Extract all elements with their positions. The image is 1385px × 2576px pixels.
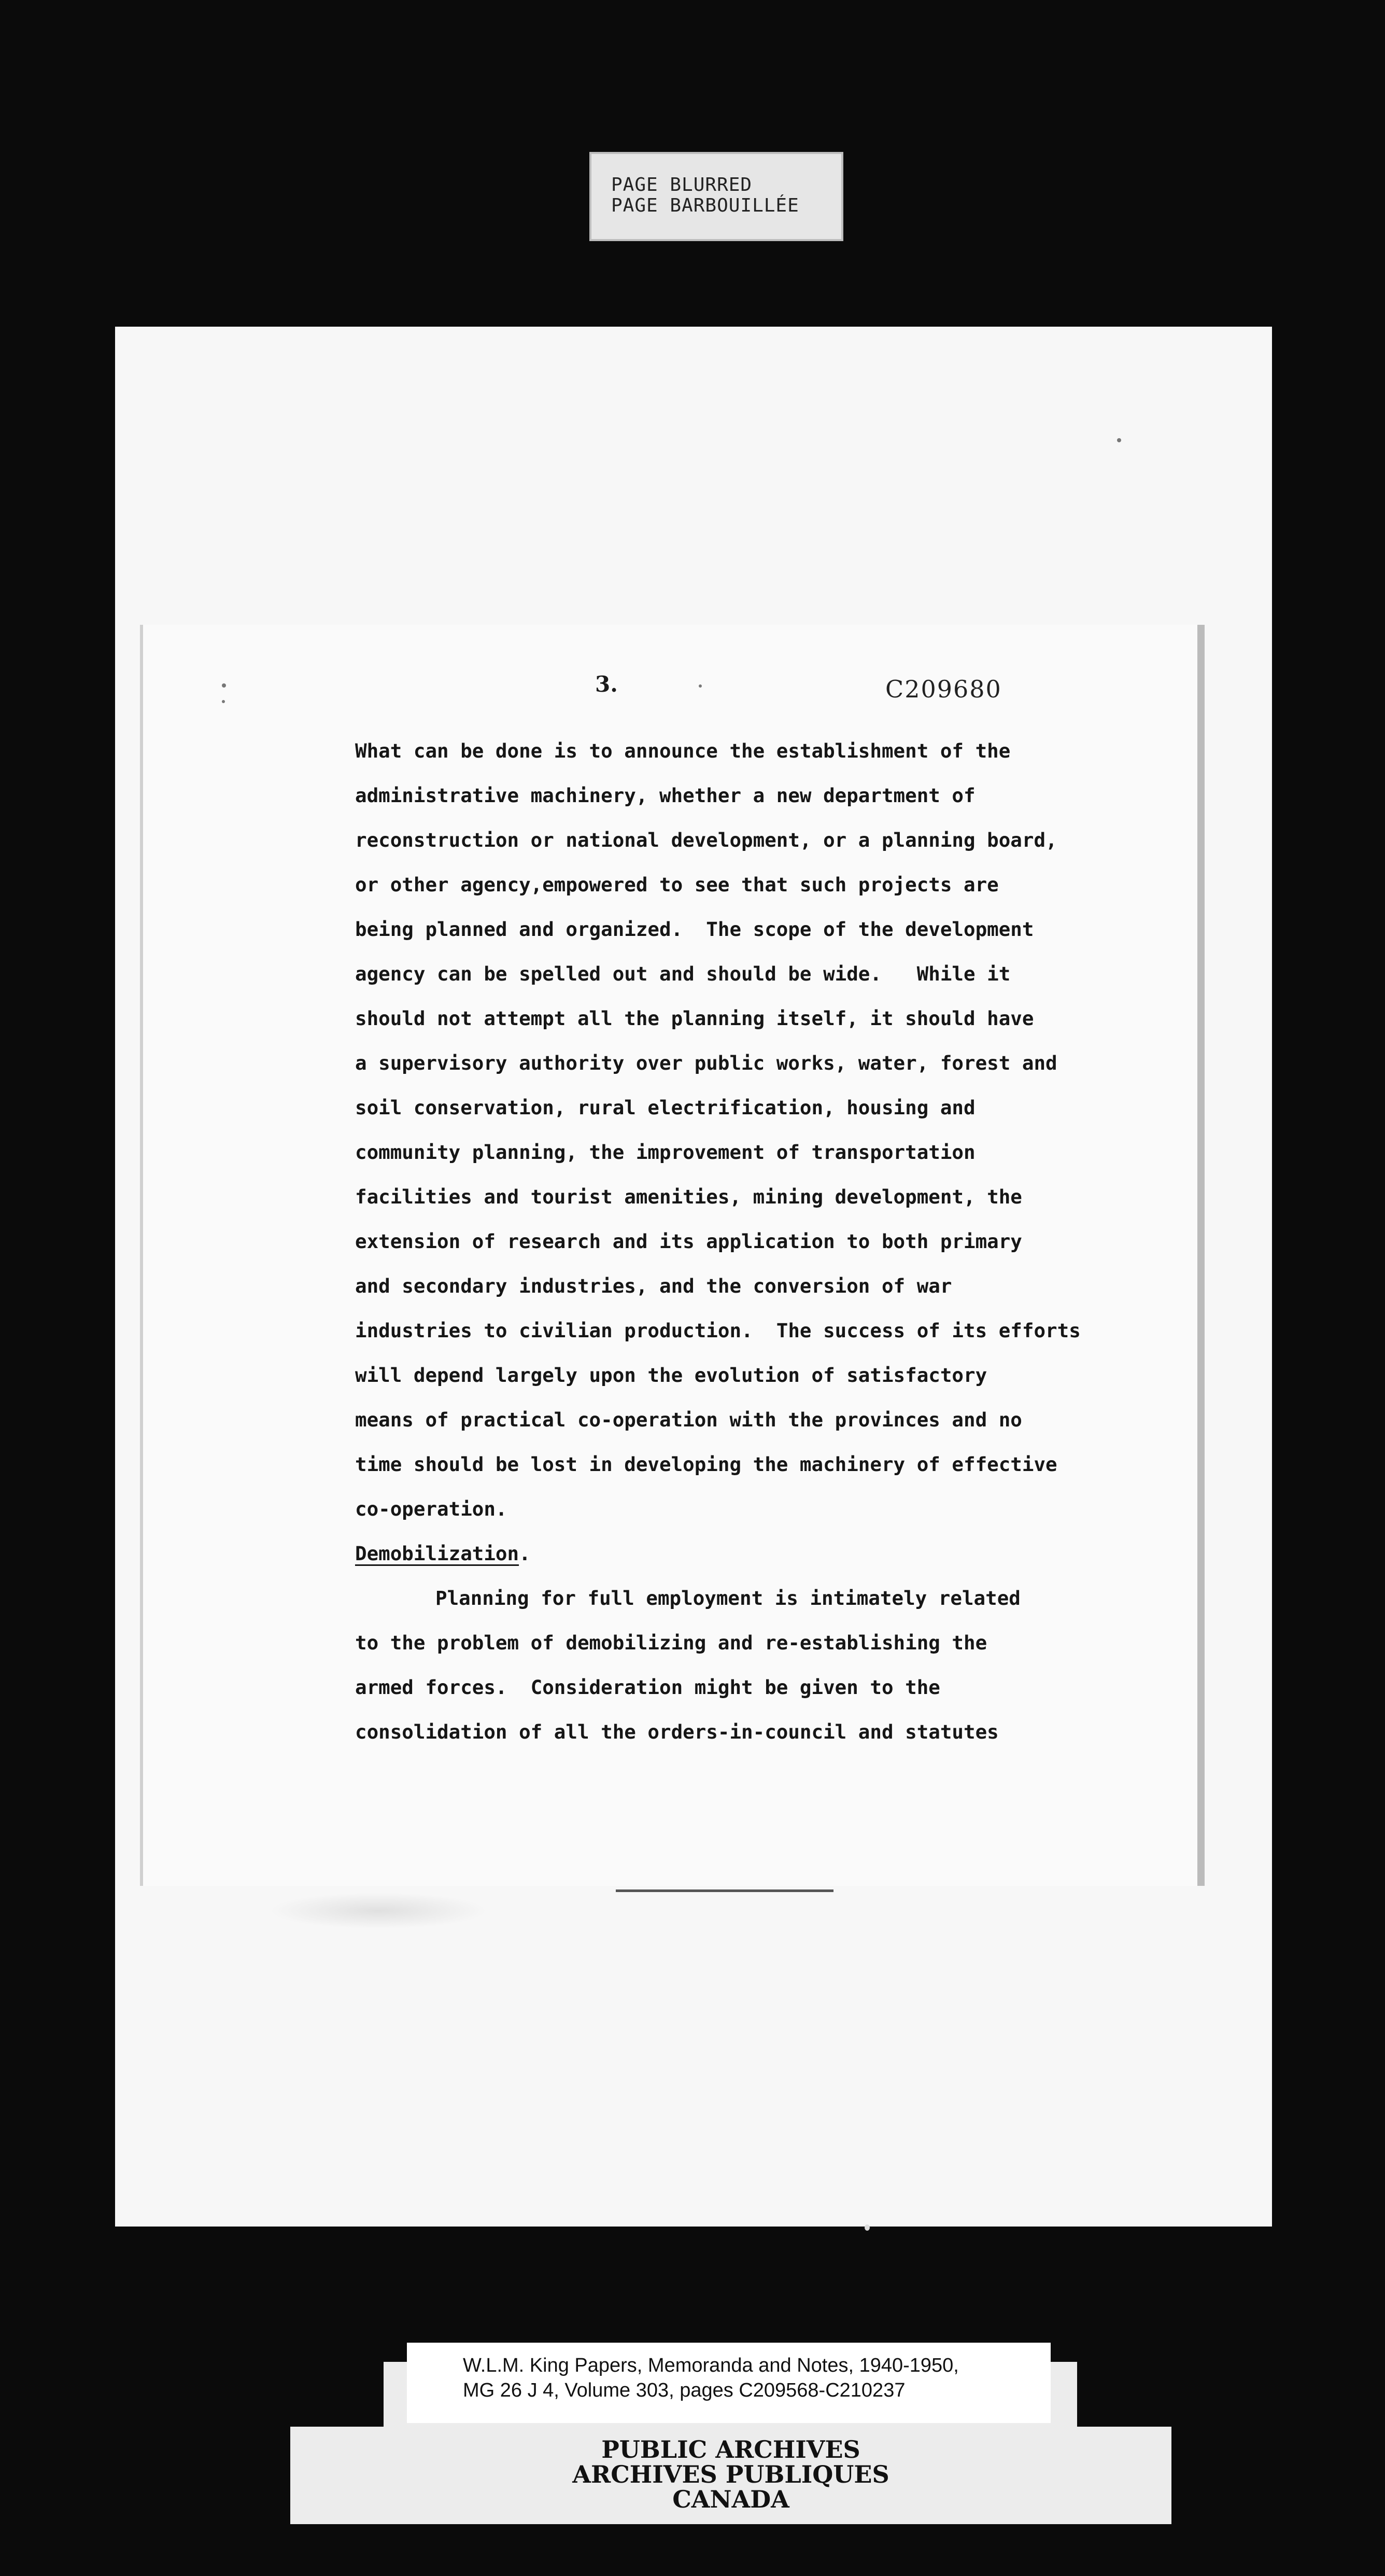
page-blurred-tag xyxy=(589,152,843,241)
text-line: should not attempt all the planning itself, it should have xyxy=(355,1007,1034,1030)
text-line: agency can be spelled out and should be wide. While it xyxy=(355,962,1011,985)
section-heading: Demobilization xyxy=(355,1542,519,1565)
text-line: reconstruction or national development, or a planning board, xyxy=(355,829,1057,851)
speck xyxy=(1117,438,1121,442)
heading-period: . xyxy=(519,1542,531,1565)
text-line: soil conservation, rural electrification, housing and xyxy=(355,1096,976,1119)
archives-line: CANADA xyxy=(672,2485,789,2513)
page-number: 3. xyxy=(595,671,618,697)
text-line: a supervisory authority over public works, water, forest and xyxy=(355,1052,1057,1074)
archives-line: ARCHIVES PUBLIQUES xyxy=(572,2460,889,2488)
stamp-notch xyxy=(290,2362,384,2427)
speck xyxy=(699,684,702,688)
text-line: means of practical co-operation with the provinces and no xyxy=(355,1408,1022,1431)
speck xyxy=(222,683,226,688)
text-line: Planning for full employment is intimately related xyxy=(435,1587,1021,1609)
text-line: industries to civilian production. The success of its efforts xyxy=(355,1319,1081,1342)
text-line: community planning, the improvement of transportation xyxy=(355,1141,976,1164)
text-line: armed forces. Consideration might be given to the xyxy=(355,1676,940,1699)
tag-line-french: PAGE BARBOUILLÉE xyxy=(611,195,799,216)
page-edge-line xyxy=(616,1889,833,1892)
text-line: being planned and organized. The scope of the development xyxy=(355,918,1034,941)
text-line: What can be done is to announce the establishment of the xyxy=(355,739,1011,762)
section-heading-line xyxy=(355,1531,1174,1576)
speck xyxy=(865,2224,870,2231)
text-line: and secondary industries, and the conversion of war xyxy=(355,1275,952,1297)
text-line: co-operation. xyxy=(355,1497,507,1520)
citation-line: W.L.M. King Papers, Memoranda and Notes, 1940-1950, xyxy=(463,2355,959,2376)
text-line: administrative machinery, whether a new department of xyxy=(355,784,976,807)
text-line: consolidation of all the orders-in-council and statutes xyxy=(355,1720,999,1743)
speck xyxy=(222,700,225,703)
stamp-notch xyxy=(1077,2362,1171,2427)
document-id: C209680 xyxy=(885,675,1002,703)
text-line: will depend largely upon the evolution of satisfactory xyxy=(355,1364,987,1387)
archives-stamp-text xyxy=(394,2437,1068,2512)
tag-line-english: PAGE BLURRED xyxy=(611,174,753,195)
text-line: facilities and tourist amenities, mining development, the xyxy=(355,1185,1022,1208)
citation-line: MG 26 J 4, Volume 303, pages C209568-C210237 xyxy=(463,2379,906,2401)
smudge xyxy=(270,1893,487,1929)
body-text xyxy=(355,729,1174,1754)
text-line: extension of research and its application to both primary xyxy=(355,1230,1022,1253)
archives-line: PUBLIC ARCHIVES xyxy=(601,2435,860,2463)
text-line: or other agency,empowered to see that such projects are xyxy=(355,873,999,896)
text-line: time should be lost in developing the machinery of effective xyxy=(355,1453,1057,1476)
citation-label xyxy=(407,2343,1051,2423)
text-line: to the problem of demobilizing and re-establishing the xyxy=(355,1631,987,1654)
